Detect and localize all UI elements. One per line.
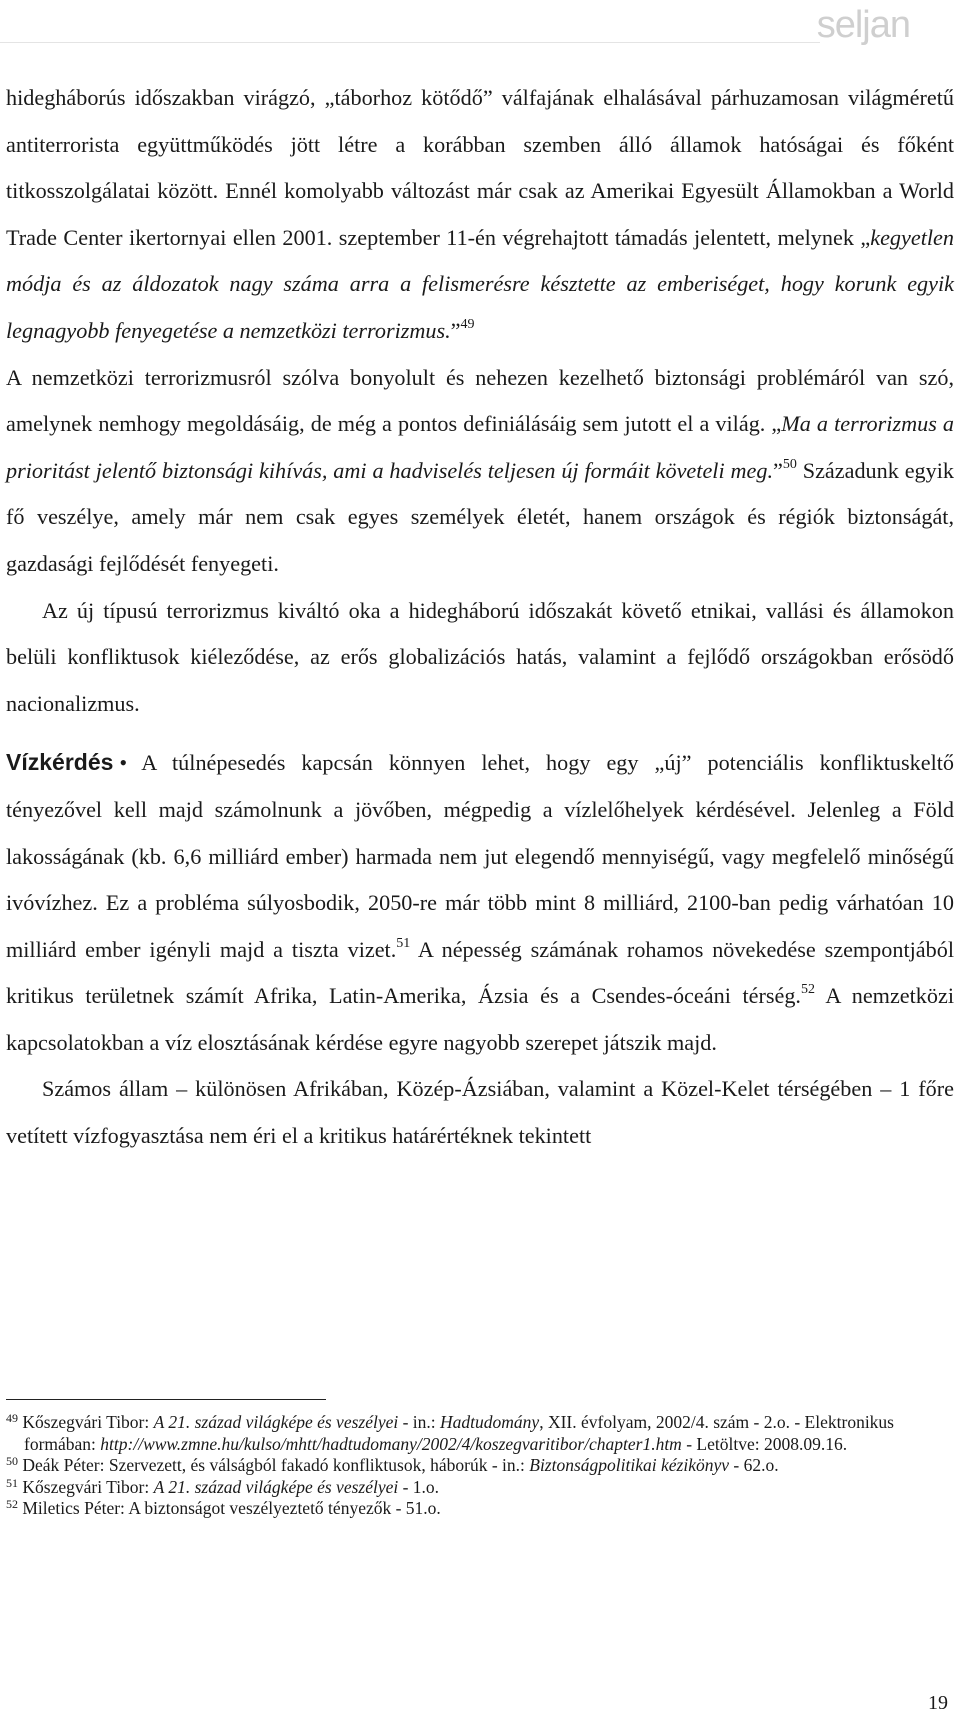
footnote-text: , XII. évfolyam, 2002/4. szám - 2.o. - Elektronikus formában: [24,1412,894,1454]
footnote-text: Deák Péter: Szervezett, és válságból fakadó konfliktusok, háborúk - in.: [18,1455,530,1475]
header-rule [0,42,820,43]
footnote-50 [6,1455,954,1477]
paragraph-text: A nemzetközi terrorizmusról szólva bonyolult és nehezen kezelhető biztonsági problémáról van szó, amelynek nemhogy megoldásáig, de még a pontos definiálásáig sem jutott el a világ. „ [6,364,954,437]
footnote-reference[interactable]: 52 [800,982,815,998]
body-text [6,75,954,1160]
footnote-reference[interactable]: 51 [396,935,411,951]
footnote-text: - Letöltve: 2008.09.16. [681,1433,848,1454]
footnote-number: 51 [6,1475,18,1490]
footnote-title: Biztonságpolitikai kézikönyv [529,1455,729,1475]
closing-quote: ” [450,317,461,343]
footnote-title: A 21. század világképe és veszélyei [153,1412,399,1432]
paragraph-text: Az új típusú terrorizmus kiváltó oka a hidegháború időszakát követő etnikai, vallási és államokon belüli konfliktusok kiéleződése, az erős globalizációs hatás, valamint a fejlődő országokban erősödő nacionalizmus. [6,597,954,716]
footnote-reference[interactable]: 50 [782,456,797,472]
closing-quote: ” [773,457,783,483]
paragraph-text: A túlnépesedés kapcsán könnyen lehet, hogy egy „új” potenciális konfliktuskeltő tényezővel kell majd számolnunk a jövőben, mégpedig a vízlelőhelyek kérdésével. Jelenleg a Föld lakosságának (kb. 6,6 milliárd ember) harmada nem jut elegendő mennyiségű, vagy megfelelő minőségű ivóvízhez. Ez a probléma súlyosbodik, 2050-re már több mint 8 milliárd, 2100-ban pedig várhatóan 10 milliárd ember igényli majd a tiszta vizet. [6,750,954,962]
paragraph [6,75,954,355]
paragraph [6,355,954,588]
page-number: 19 [928,1692,948,1714]
footnote-number: 50 [6,1454,18,1468]
footnote-text: - 1.o. [398,1476,440,1497]
footnote-url-link[interactable]: http://www.zmne.hu/kulso/mhtt/hadtudomany/2002/4/koszegvaritibor/chapter1.htm [100,1433,682,1454]
footnote-number: 49 [6,1411,18,1425]
footnote-text: Kőszegvári Tibor: [18,1476,154,1497]
paragraph-text: A nemzetközi kapcsolatokban a víz elosztásának kérdése egyre nagyobb szerepet játszik majd. [6,983,955,1055]
footnote-51 [6,1477,954,1499]
footnotes [6,1412,954,1520]
footnote-reference[interactable]: 49 [460,316,475,332]
footnote-text: Miletics Péter: A biztonságot veszélyeztető tényezők - 51.o. [18,1498,441,1518]
quotation: kegyetlen módja és az áldozatok nagy száma arra a felismerésre késztette az emberiséget, hogy korunk egyik legnagyobb fenyegetése a nemzetközi terrorizmus. [6,224,954,343]
quotation: Ma a terrorizmus a prioritást jelentő biztonsági kihívás, ami a hadviselés teljesen új formáit követeli meg. [6,411,955,483]
footnote-text: - in.: [398,1412,441,1432]
section-paragraph [6,739,954,1066]
footnote-separator [6,1399,326,1400]
footnote-52 [6,1498,954,1520]
footnote-49 [6,1412,954,1455]
footnote-number: 52 [6,1497,18,1511]
paragraph-text: Számos állam – különösen Afrikában, Közép-Ázsiában, valamint a Közel-Kelet térségében – 1 főre vetített vízfogyasztása nem éri el a kritikus határértéknek tekintett [6,1076,954,1149]
footnote-text: Kőszegvári Tibor: [18,1412,154,1432]
paragraph-text: hidegháborús időszakban virágzó, „táborhoz kötődő” válfajának elhalásával párhuzamosan világméretű antiterrorista együttműködés jött létre a korábban szemben álló államok hatóságai és főként titkosszolgálatai között. Ennél komolyabb változást már csak az Amerikai Egyesült Államokban a World Trade Center ikertornyai ellen 2001. szeptember 11-én végrehajtott támadás jelentett, melynek „ [6,85,954,250]
bullet-icon: • [119,750,128,776]
footnote-title: A 21. század világképe és veszélyei [153,1476,399,1497]
footnote-text: - 62.o. [729,1455,779,1475]
paragraph [6,588,954,728]
paragraph [6,1066,954,1159]
section-heading: Vízkérdés [6,749,114,776]
paragraph-text: Századunk egyik fő veszélye, amely már nem csak egyes személyek életét, hanem országok és régiók biztonságát, gazdasági fejlődését fenyegeti. [6,457,954,576]
footnote-journal: Hadtudomány [440,1412,540,1432]
paragraph-text: A népesség számának rohamos növekedése szempontjából kritikus területnek számít Afrika, Latin-Amerika, Ázsia és a Csendes-óceáni térség. [6,936,954,1009]
brand-logo: seljan [816,4,910,46]
